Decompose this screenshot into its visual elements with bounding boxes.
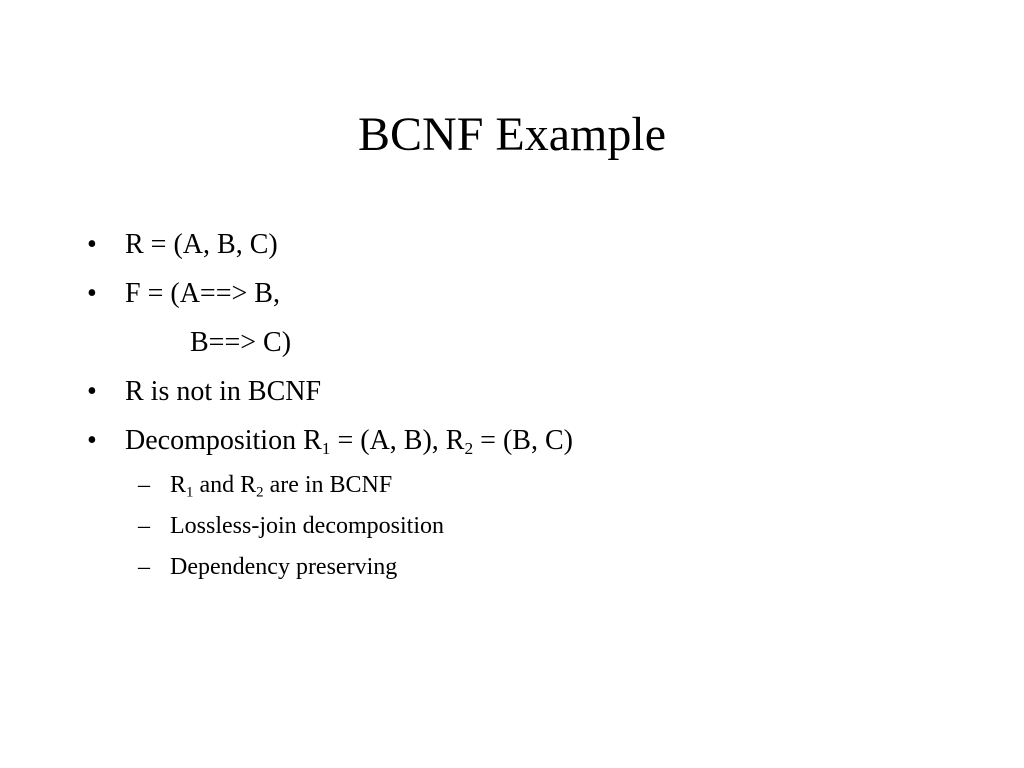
subbullet-text	[170, 472, 393, 501]
dash-marker: –	[138, 472, 150, 498]
bullet-text: R = (A, B, C)	[125, 229, 278, 260]
text-part: Decomposition R	[125, 425, 322, 456]
subbullet-dependency	[87, 547, 987, 588]
bullet-text: R is not in BCNF	[125, 376, 322, 407]
bullet-marker: •	[87, 229, 97, 260]
text-part: = (B, C)	[473, 425, 573, 456]
bullet-not-bcnf	[87, 367, 987, 416]
bullet-marker: •	[87, 425, 97, 456]
bullet-list	[87, 220, 987, 588]
subscript: 1	[321, 439, 331, 459]
bullet-marker: •	[87, 278, 97, 309]
slide-title: BCNF Example	[358, 108, 666, 161]
bullet-text: B==> C)	[190, 327, 292, 358]
bullet-text: F = (A==> B,	[125, 278, 280, 309]
text-part: = (A, B), R	[330, 425, 465, 456]
subbullet-text: Lossless-join decomposition	[170, 513, 444, 539]
dash-marker: –	[138, 513, 150, 539]
subscript: 2	[256, 484, 264, 501]
text-part: and R	[193, 472, 257, 498]
subbullet-bcnf	[87, 465, 987, 506]
bullet-dependencies-continuation	[87, 318, 987, 367]
text-part: R	[170, 472, 187, 498]
subscript: 1	[186, 484, 194, 501]
subbullet-lossless	[87, 506, 987, 547]
text-part: are in BCNF	[263, 472, 393, 498]
subbullet-text: Dependency preserving	[170, 554, 398, 580]
bullet-decomposition	[87, 416, 987, 465]
dash-marker: –	[138, 554, 150, 580]
subscript: 2	[464, 439, 474, 459]
bullet-dependencies	[87, 269, 987, 318]
bullet-text	[125, 425, 573, 459]
bullet-marker: •	[87, 376, 97, 407]
bullet-relation	[87, 220, 987, 269]
